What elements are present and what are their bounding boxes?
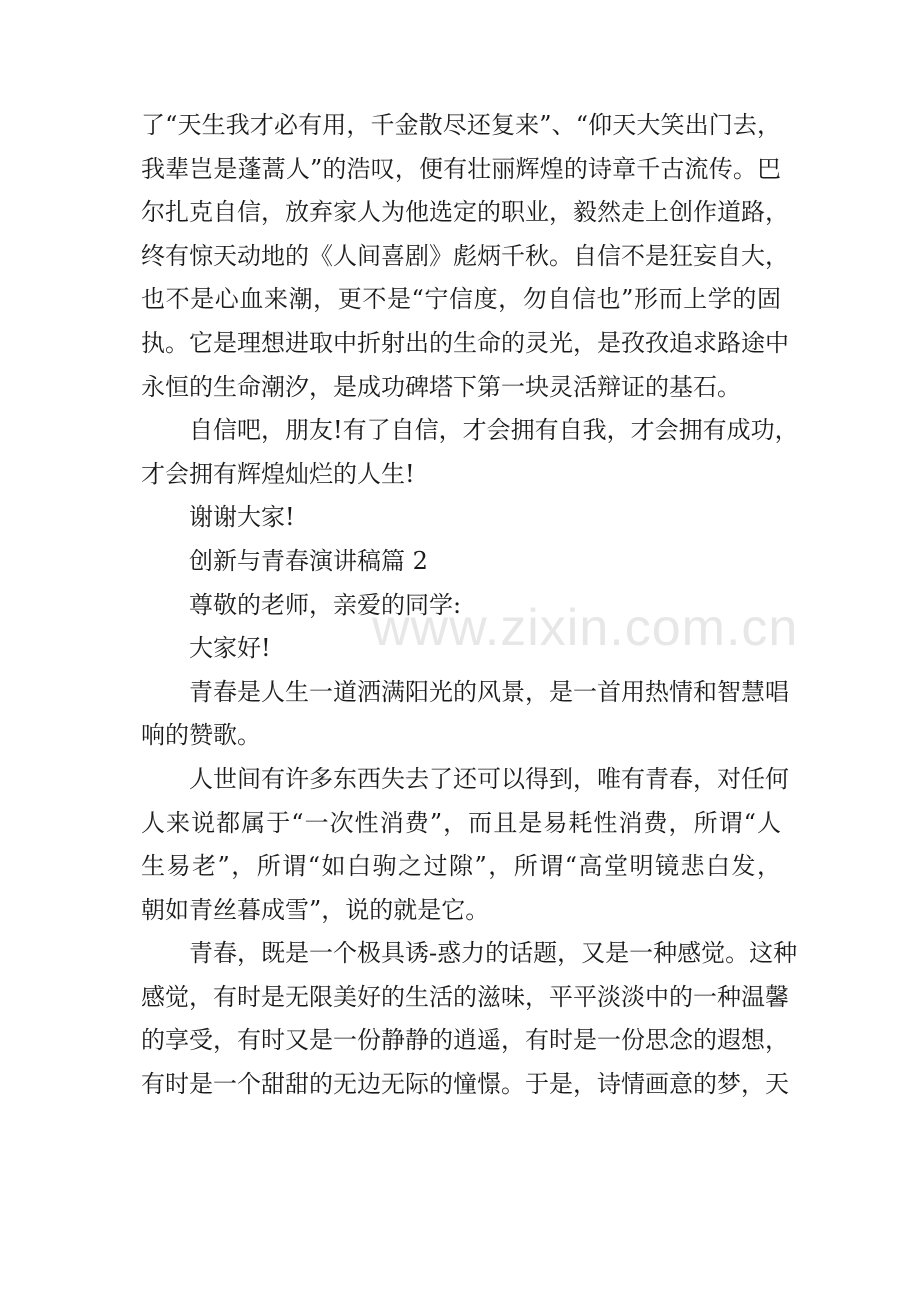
text-line: 响的赞歌。 — [141, 721, 261, 750]
text-line: 生易老”，所谓“如白驹之过隙”，所谓“高堂明镜悲白发， — [141, 852, 781, 881]
text-line: 尊敬的老师，亲爱的同学: — [189, 590, 462, 619]
watermark: www.zixin.com.cn — [372, 599, 799, 657]
text-line: 有时是一个甜甜的无边无际的憧憬。于是，诗情画意的梦，天 — [141, 1070, 789, 1099]
text-line: 永恒的生命潮汐，是成功碑塔下第一块灵活辩证的基石。 — [141, 372, 741, 401]
text-line: 大家好! — [189, 634, 271, 663]
text-line: 朝如青丝暮成雪”，说的就是它。 — [141, 895, 490, 924]
text-line: 的享受，有时又是一份静静的逍遥，有时是一份思念的遐想， — [141, 1026, 789, 1055]
text-line: 自信吧，朋友!有了自信，才会拥有自我，才会拥有成功， — [189, 416, 799, 445]
text-line: 也不是心血来潮，更不是“宁信度，勿自信也”形而上学的固 — [141, 285, 781, 314]
text-line: 尔扎克自信，放弃家人为他选定的职业，毅然走上创作道路， — [141, 198, 789, 227]
section-heading: 创新与青春演讲稿篇 2 — [189, 546, 428, 575]
text-line: 终有惊天动地的《人间喜剧》彪炳千秋。自信不是狂妄自大， — [141, 241, 789, 270]
text-line: 执。它是理想进取中折射出的生命的灵光，是孜孜追求路途中 — [141, 328, 789, 357]
document-body — [141, 104, 799, 1107]
text-line: 了“天生我才必有用，千金散尽还复来”、“仰天大笑出门去， — [141, 111, 781, 139]
text-line: 人世间有许多东西失去了还可以得到，唯有青春，对任何 — [189, 764, 789, 793]
text-line: 才会拥有辉煌灿烂的人生! — [141, 459, 415, 488]
text-line: 谢谢大家! — [189, 503, 295, 532]
text-line: 人来说都属于“一次性消费”，而且是易耗性消费，所谓“人 — [141, 808, 781, 837]
text-line: 感觉，有时是无限美好的生活的滋味，平平淡淡中的一种温馨 — [141, 982, 789, 1011]
text-line: 青春是人生一道洒满阳光的风景，是一首用热情和智慧唱 — [189, 677, 789, 706]
text-line: 青春，既是一个极具诱-惑力的话题，又是一种感觉。这种 — [189, 939, 798, 968]
text-line: 我辈岂是蓬蒿人”的浩叹，便有壮丽辉煌的诗章千古流传。巴 — [141, 154, 781, 183]
